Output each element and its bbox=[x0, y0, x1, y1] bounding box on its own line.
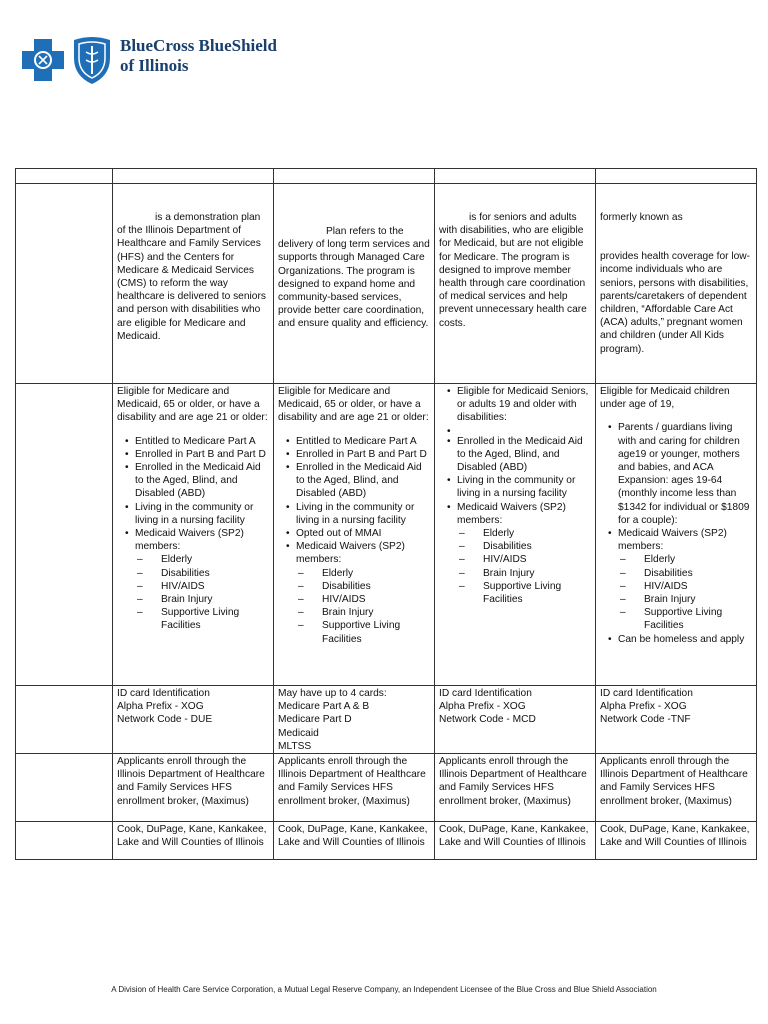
description-cell bbox=[274, 184, 435, 384]
waiver-label: Medicaid Waivers (SP2) members: bbox=[618, 528, 727, 553]
waiver-item: – HIV/AIDS bbox=[618, 580, 752, 593]
waiver-item: – Brain Injury bbox=[457, 567, 591, 580]
description-text bbox=[600, 185, 752, 356]
counties-cell: Cook, DuPage, Kane, Kankakee, Lake and Will Counties of Illinois bbox=[596, 822, 757, 860]
header-cell bbox=[16, 169, 113, 184]
id-card-cell bbox=[596, 686, 757, 754]
list-item: • Enrolled in Part B and Part D bbox=[127, 448, 269, 461]
plan-comparison-table bbox=[15, 168, 757, 860]
waiver-item: – Brain Injury bbox=[618, 593, 752, 606]
waiver-item: – HIV/AIDS bbox=[296, 593, 430, 606]
description-text: is for seniors and adults with disabilities, who are eligible for Medicaid, but are not eligible for Medicare. The program is designed to improve member health through care coordination of medical services and help prevent unnecessary health care costs. bbox=[439, 212, 587, 329]
list-item: • Living in the community or living in a nursing facility bbox=[127, 501, 269, 527]
description-row bbox=[16, 184, 757, 384]
id-line: Medicaid bbox=[278, 727, 319, 739]
list-item: • Living in the community or living in a nursing facility bbox=[449, 474, 591, 500]
waiver-item: – Disabilities bbox=[296, 580, 430, 593]
id-line: Medicare Part D bbox=[278, 714, 352, 726]
row-label-cell bbox=[16, 686, 113, 754]
list-item: • Enrolled in the Medicaid Aid to the Aged, Blind, and Disabled (ABD) bbox=[288, 461, 430, 501]
eligibility-intro: Eligible for Medicare and Medicaid, 65 or older, or have a disability and are age 21 or older: bbox=[117, 386, 268, 424]
list-item: • Enrolled in Part B and Part D bbox=[288, 448, 430, 461]
table-header-row bbox=[16, 169, 757, 184]
eligibility-list bbox=[278, 435, 430, 646]
id-line: Alpha Prefix - XOG bbox=[439, 701, 526, 713]
counties-cell: Cook, DuPage, Kane, Kankakee, Lake and Will Counties of Illinois bbox=[274, 822, 435, 860]
id-line: ID card Identification bbox=[117, 688, 210, 699]
list-item bbox=[127, 527, 269, 633]
enrollment-cell: Applicants enroll through the Illinois Department of Healthcare and Family Services HFS enrollment broker, (Maximus) bbox=[596, 754, 757, 822]
list-item: • Opted out of MMAI bbox=[288, 527, 430, 540]
row-label-cell bbox=[16, 822, 113, 860]
id-card-row bbox=[16, 686, 757, 754]
waiver-item: – Disabilities bbox=[135, 567, 269, 580]
enrollment-row bbox=[16, 754, 757, 822]
counties-cell: Cook, DuPage, Kane, Kankakee, Lake and Will Counties of Illinois bbox=[113, 822, 274, 860]
id-line: May have up to 4 cards: bbox=[278, 688, 387, 699]
eligibility-intro: Eligible for Medicaid children under age of 19, bbox=[600, 386, 730, 411]
id-card-cell bbox=[113, 686, 274, 754]
counties-cell: Cook, DuPage, Kane, Kankakee, Lake and Will Counties of Illinois bbox=[435, 822, 596, 860]
page-footer: A Division of Health Care Service Corporation, a Mutual Legal Reserve Company, an Independent Licensee of the Blue Cross and Blue Shield Association bbox=[111, 985, 657, 994]
id-line: Medicare Part A & B bbox=[278, 701, 370, 713]
waiver-item: – Elderly bbox=[618, 553, 752, 566]
blue-shield-icon bbox=[74, 37, 110, 84]
list-item: • Enrolled in the Medicaid Aid to the Aged, Blind, and Disabled (ABD) bbox=[127, 461, 269, 501]
enrollment-cell: Applicants enroll through the Illinois Department of Healthcare and Family Services HFS enrollment broker, (Maximus) bbox=[113, 754, 274, 822]
id-line: Alpha Prefix - XOG bbox=[117, 701, 204, 713]
list-item: • Entitled to Medicare Part A bbox=[127, 435, 269, 448]
row-label-cell bbox=[16, 184, 113, 384]
enrollment-cell: Applicants enroll through the Illinois Department of Healthcare and Family Services HFS enrollment broker, (Maximus) bbox=[274, 754, 435, 822]
waiver-item: – Brain Injury bbox=[135, 593, 269, 606]
eligibility-cell bbox=[596, 384, 757, 686]
waiver-list bbox=[296, 567, 430, 646]
list-item: • Entitled to Medicare Part A bbox=[288, 435, 430, 448]
waiver-item: – Supportive Living Facilities bbox=[457, 580, 591, 606]
id-line: Alpha Prefix - XOG bbox=[600, 701, 687, 713]
description-body: provides health coverage for low-income individuals who are seniors, persons with disabilities, parents/caretakers of dependent children, “Affordable Care Act (ACA) adults,” pregnant women and children (under All Kids program). bbox=[600, 251, 751, 355]
blue-cross-icon bbox=[22, 39, 64, 81]
list-item bbox=[449, 501, 591, 607]
eligibility-cell bbox=[435, 384, 596, 686]
formerly-known-as: formerly known as bbox=[600, 212, 683, 223]
waiver-label: Medicaid Waivers (SP2) members: bbox=[296, 541, 405, 566]
header-cell bbox=[113, 169, 274, 184]
header-cell bbox=[274, 169, 435, 184]
description-text: Plan refers to the delivery of long term services and supports through Managed Care Organizations. The program is designed to expand home and community-based services, provide better care coordination, and ensure quality and efficiency. bbox=[278, 226, 430, 330]
waiver-item: – Disabilities bbox=[618, 567, 752, 580]
list-spacer bbox=[449, 425, 591, 435]
waiver-item: – Supportive Living Facilities bbox=[618, 606, 752, 632]
waiver-item: – Elderly bbox=[457, 527, 591, 540]
id-line: ID card Identification bbox=[600, 688, 693, 699]
description-cell bbox=[113, 184, 274, 384]
waiver-list bbox=[457, 527, 591, 606]
description-cell bbox=[596, 184, 757, 384]
waiver-label: Medicaid Waivers (SP2) members: bbox=[457, 501, 566, 526]
waiver-item: – HIV/AIDS bbox=[135, 580, 269, 593]
header-cell bbox=[435, 169, 596, 184]
waiver-label: Medicaid Waivers (SP2) members: bbox=[135, 528, 244, 553]
row-label-cell bbox=[16, 384, 113, 686]
list-item: • Eligible for Medicaid Seniors, or adults 19 and older with disabilities: bbox=[449, 385, 591, 425]
enrollment-cell: Applicants enroll through the Illinois Department of Healthcare and Family Services HFS enrollment broker, (Maximus) bbox=[435, 754, 596, 822]
list-item: • Parents / guardians living with and caring for children age19 or younger, mothers and babies, and ACA Expansion: ages 19-64 (monthly income less than $1342 for individual or $1809 for a couple): bbox=[610, 421, 752, 527]
waiver-list bbox=[135, 553, 269, 632]
list-item bbox=[610, 527, 752, 633]
id-card-cell bbox=[274, 686, 435, 754]
id-line: Network Code -TNF bbox=[600, 714, 691, 726]
waiver-item: – Supportive Living Facilities bbox=[135, 606, 269, 632]
row-label-cell bbox=[16, 754, 113, 822]
list-item bbox=[288, 540, 430, 646]
counties-row bbox=[16, 822, 757, 860]
waiver-item: – Disabilities bbox=[457, 540, 591, 553]
waiver-item: – Supportive Living Facilities bbox=[296, 619, 430, 645]
list-item: • Living in the community or living in a nursing facility bbox=[288, 501, 430, 527]
waiver-item: – Elderly bbox=[296, 567, 430, 580]
id-card-cell bbox=[435, 686, 596, 754]
brand-line-2: of Illinois bbox=[120, 56, 189, 75]
eligibility-list bbox=[117, 435, 269, 633]
list-item: • Enrolled in the Medicaid Aid to the Aged, Blind, and Disabled (ABD) bbox=[449, 435, 591, 475]
waiver-item: – Elderly bbox=[135, 553, 269, 566]
eligibility-list bbox=[600, 421, 752, 645]
description-cell bbox=[435, 184, 596, 384]
list-item: • Can be homeless and apply bbox=[610, 633, 752, 646]
eligibility-row bbox=[16, 384, 757, 686]
eligibility-intro: Eligible for Medicare and Medicaid, 65 or older, or have a disability and are age 21 or older: bbox=[278, 386, 429, 424]
id-line: ID card Identification bbox=[439, 688, 532, 699]
header-cell bbox=[596, 169, 757, 184]
eligibility-cell bbox=[113, 384, 274, 686]
description-text: is a demonstration plan of the Illinois Department of Healthcare and Family Services (HFS) and the Centers for Medicare & Medicaid Services (CMS) to reform the way healthcare is delivered to seniors and person with disabilities who are eligible for Medicare and Medicaid. bbox=[117, 212, 266, 342]
id-line: Network Code - DUE bbox=[117, 714, 213, 726]
waiver-item: – Brain Injury bbox=[296, 606, 430, 619]
brand-name bbox=[120, 36, 277, 76]
eligibility-list bbox=[439, 385, 591, 606]
waiver-item: – HIV/AIDS bbox=[457, 553, 591, 566]
id-line: Network Code - MCD bbox=[439, 714, 536, 726]
id-line: MLTSS bbox=[278, 740, 312, 752]
eligibility-cell bbox=[274, 384, 435, 686]
waiver-list bbox=[618, 553, 752, 632]
brand-line-1: BlueCross BlueShield bbox=[120, 36, 277, 55]
